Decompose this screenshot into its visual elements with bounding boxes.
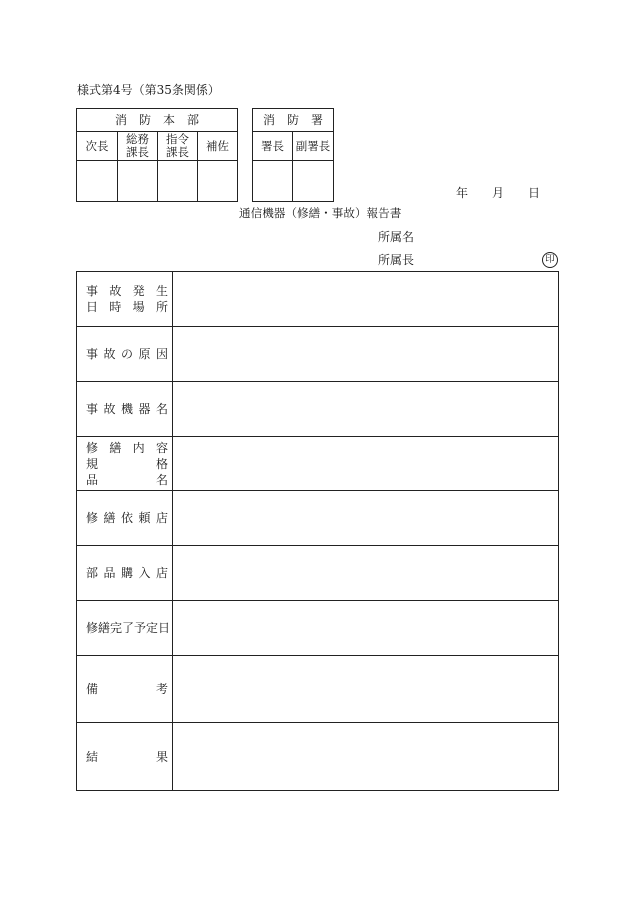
label-completion-date — [77, 601, 173, 656]
column-command-chief — [158, 132, 198, 161]
label-remarks — [77, 656, 173, 723]
label-line: 修繕内容 — [86, 440, 168, 455]
label-accident-cause — [77, 327, 173, 382]
label-accident-device — [77, 382, 173, 437]
column-label-line: 補佐 — [206, 138, 229, 153]
report-table — [76, 271, 559, 791]
table-row — [77, 723, 559, 791]
headquarters-approval-table — [76, 108, 238, 202]
affiliation-label: 所属名 — [378, 230, 415, 244]
seal-box-vice-chief — [77, 161, 118, 202]
label-line: 品名 — [86, 472, 168, 487]
table-row — [77, 601, 559, 656]
label-line: 事故の原因 — [86, 347, 168, 361]
column-label-line: 課長 — [126, 145, 149, 159]
label-accident-datetime-place — [77, 272, 173, 327]
column-vice-chief — [77, 132, 118, 161]
value-remarks — [173, 656, 559, 723]
column-general-affairs-chief — [118, 132, 158, 161]
column-label-line: 次長 — [85, 138, 109, 153]
date-month: 月 — [492, 186, 505, 200]
seal-box-assistant — [198, 161, 238, 202]
value-accident-datetime-place — [173, 272, 559, 327]
label-line: 修繕完了予定日 — [86, 621, 171, 635]
label-line: 事故機器名 — [86, 402, 168, 416]
label-line: 事故発生 — [86, 284, 168, 298]
table-row — [77, 437, 559, 491]
value-repair-details — [173, 437, 559, 491]
seal-box-station-chief — [253, 161, 293, 202]
column-label-line: 副署長 — [295, 138, 331, 153]
date-year: 年 — [456, 186, 469, 200]
date-day: 日 — [528, 186, 541, 200]
label-line: 部品購入店 — [86, 566, 168, 580]
label-line: 規格 — [86, 456, 168, 471]
table-row — [77, 382, 559, 437]
value-completion-date — [173, 601, 559, 656]
column-station-chief — [253, 132, 293, 161]
label-line: 日時場所 — [86, 300, 168, 314]
table-row — [77, 272, 559, 327]
form-number: 様式第4号（第35条関係） — [77, 83, 220, 97]
value-accident-cause — [173, 327, 559, 382]
station-title: 消 防 署 — [253, 109, 334, 132]
headquarters-title: 消 防 本 部 — [77, 109, 238, 132]
seal-box-general-affairs-chief — [118, 161, 158, 202]
seal-box-command-chief — [158, 161, 198, 202]
label-line: 備考 — [86, 682, 168, 696]
column-label-line: 署長 — [261, 138, 284, 153]
table-row — [77, 327, 559, 382]
chief-label: 所属長 — [378, 253, 415, 267]
document-title: 通信機器（修繕・事故）報告書 — [239, 206, 402, 220]
label-line: 結果 — [86, 749, 168, 764]
column-assistant — [198, 132, 238, 161]
column-label-line: 総務 — [126, 132, 149, 146]
value-parts-shop — [173, 546, 559, 601]
table-row — [77, 656, 559, 723]
column-label-line: 指令 — [166, 132, 189, 146]
seal-box-deputy-station-chief — [293, 161, 334, 202]
column-label-line: 課長 — [166, 145, 189, 159]
value-accident-device — [173, 382, 559, 437]
label-result — [77, 723, 173, 791]
label-repair-shop — [77, 491, 173, 546]
value-repair-shop — [173, 491, 559, 546]
seal-mark-icon: 印 — [542, 252, 558, 268]
label-parts-shop — [77, 546, 173, 601]
table-row — [77, 546, 559, 601]
station-approval-table — [252, 108, 334, 202]
label-repair-details — [77, 437, 173, 491]
label-line: 修繕依頼店 — [86, 511, 168, 525]
table-row — [77, 491, 559, 546]
column-deputy-station-chief — [293, 132, 334, 161]
value-result — [173, 723, 559, 791]
